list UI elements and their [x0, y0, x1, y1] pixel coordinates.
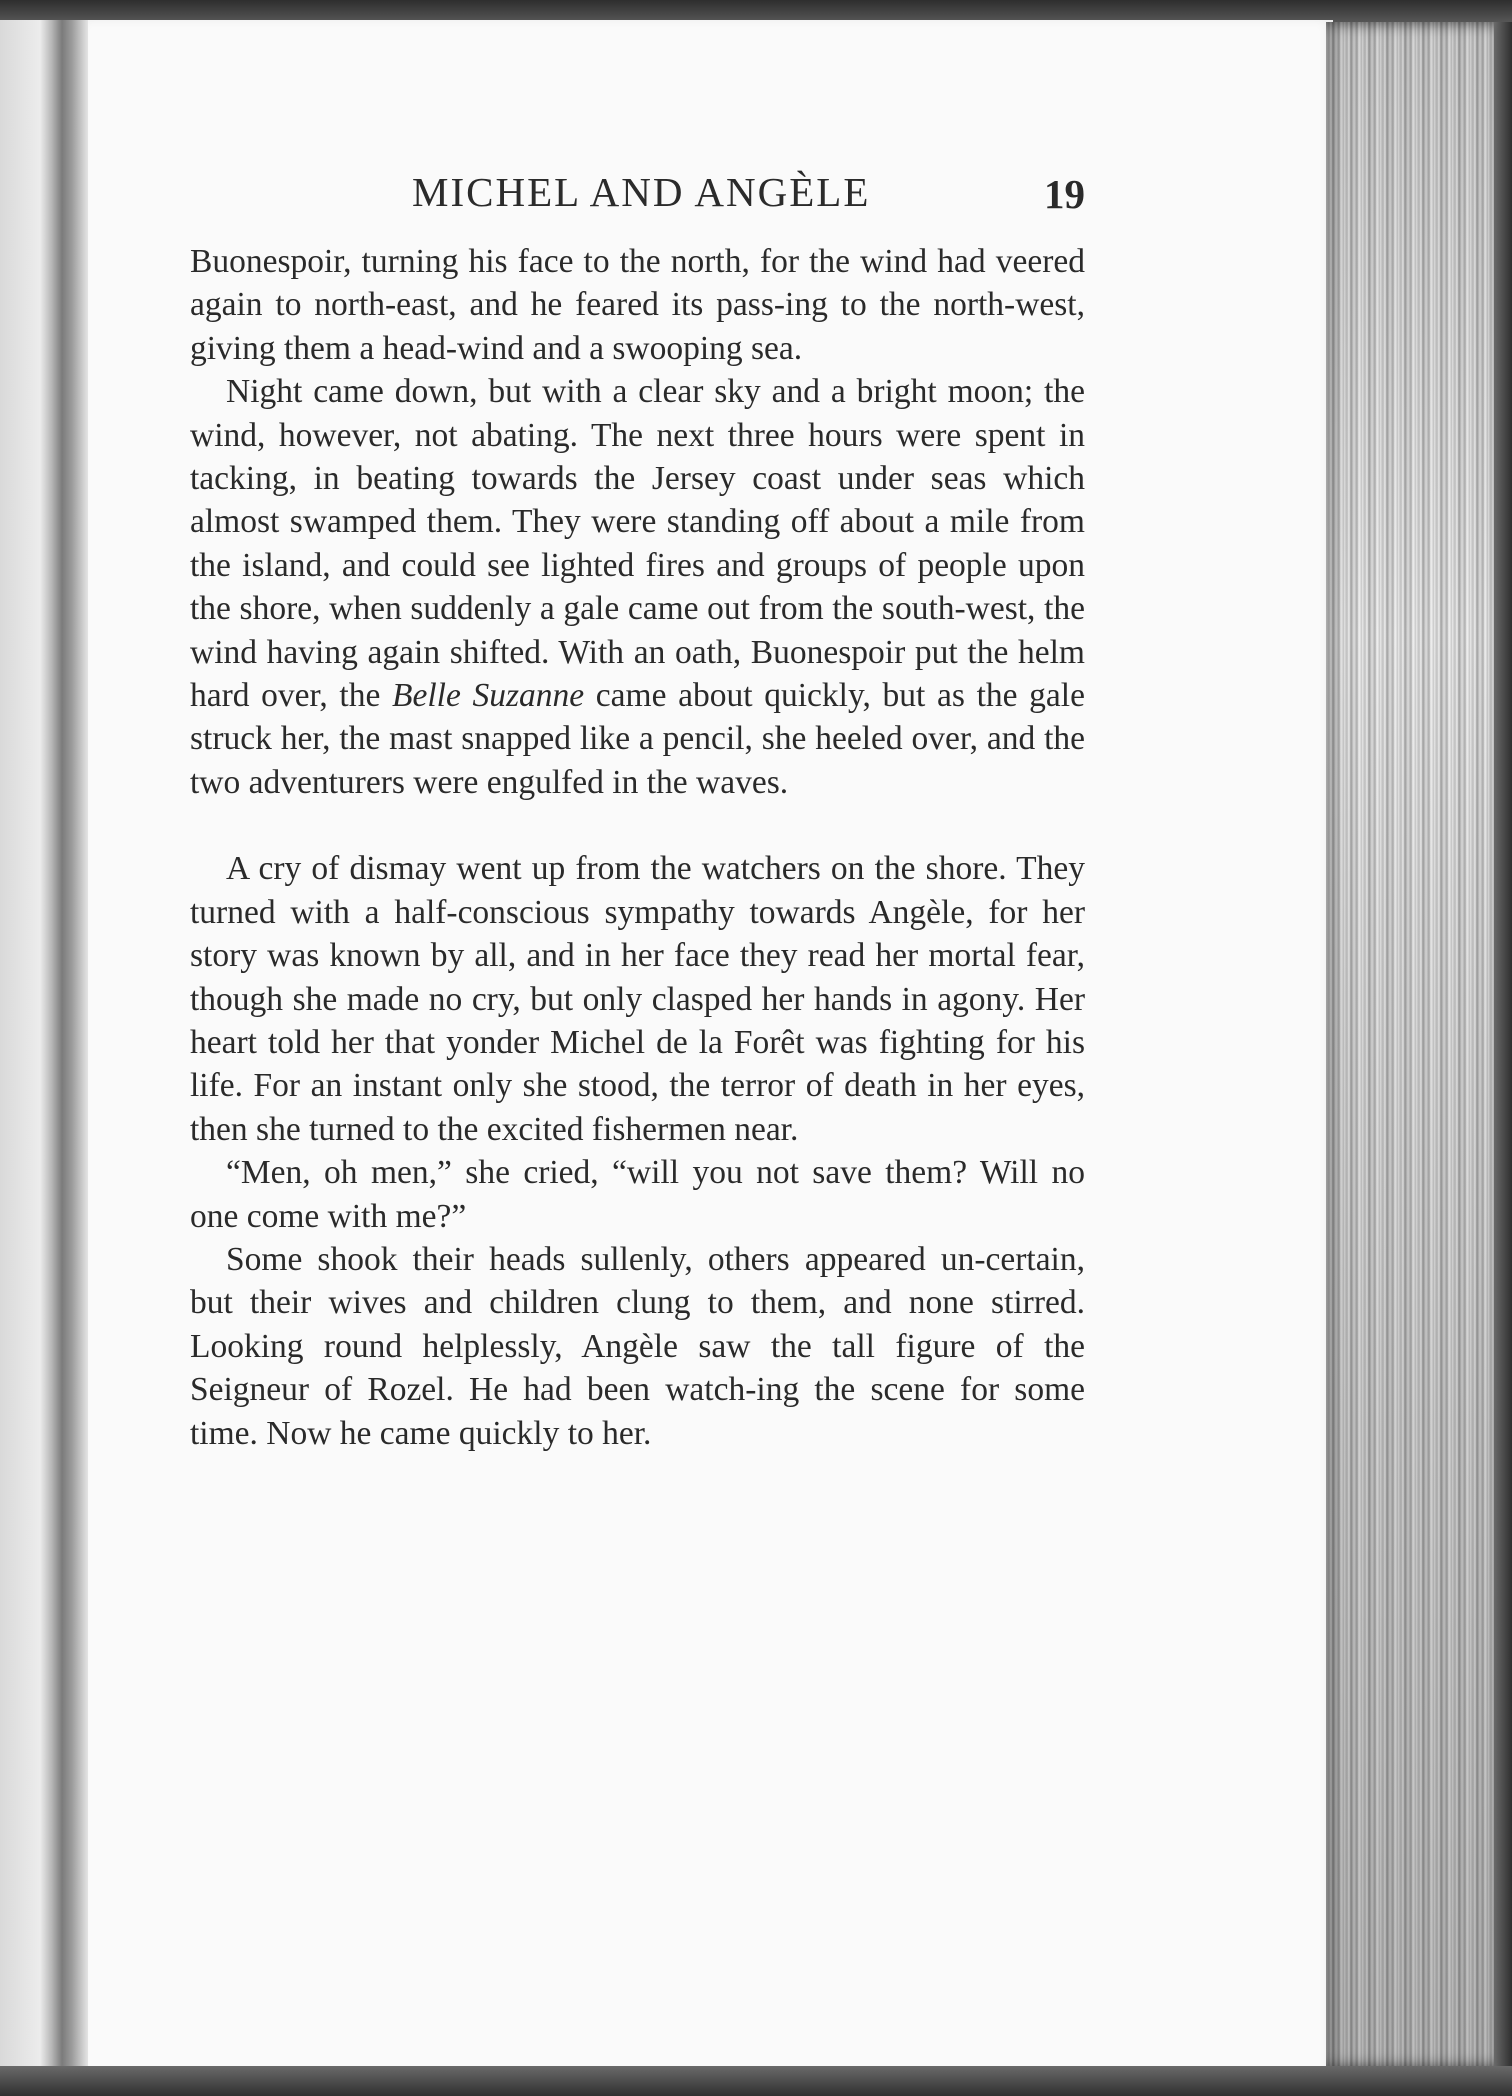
left-page-gutter	[0, 20, 92, 2070]
paragraph-2-text-a: Night came down, but with a clear sky and a bright moon; the wind, however, not abating. The next three hours were spent in tacking, in beating towards the Jersey coast under seas which almost swamped them. They were standing off about a mile from the island, and could see lighted fires and groups of people upon the shore, when suddenly a gale came out from the south-west, the wind having again shifted. With an oath, Buonespoir put the helm hard over, the	[190, 373, 1085, 715]
paragraph-5: Some shook their heads sullenly, others appeared un-certain, but their wives and children clung to them, and none stirred. Looking round helplessly, Angèle saw the tall figure of the Seigneur of Rozel. He had been watch-ing the scene for some time. Now he came quickly to her.	[190, 1240, 1085, 1452]
running-head	[190, 168, 1085, 220]
body-text	[190, 240, 1085, 1455]
scan-frame-bottom	[0, 2066, 1512, 2096]
paragraph-4: “Men, oh men,” she cried, “will you not save them? Will no one come with me?”	[190, 1154, 1085, 1235]
page-number: 19	[1044, 171, 1085, 217]
book-cover-edge	[1494, 22, 1512, 2068]
running-title: MICHEL AND ANGÈLE	[412, 169, 871, 215]
scan-frame-top	[0, 0, 1512, 22]
paragraph-1: Buonespoir, turning his face to the north, for the wind had veered again to north-east, and he feared its pass-ing to the north-west, giving them a head-wind and a swooping sea.	[190, 243, 1085, 367]
section-break	[190, 804, 1085, 847]
page-edges-shade	[1326, 22, 1512, 2068]
paragraph-2	[190, 370, 1085, 804]
ship-name: Belle Suzanne	[392, 677, 585, 715]
paragraph-2-text-b: came about quickly, but as the gale struck her, the mast snapped like a pencil, she heeled over, and the two adventurers were engulfed in the waves.	[190, 677, 1085, 801]
paragraph-3: A cry of dismay went up from the watchers on the shore. They turned with a half-conscious sympathy towards Angèle, for her story was known by all, and in her face they read her mortal fear, though she made no cry, but only clasped her hands in agony. Her heart told her that yonder Michel de la Forêt was fighting for his life. For an instant only she stood, the terror of death in her eyes, then she turned to the excited fishermen near.	[190, 850, 1085, 1148]
